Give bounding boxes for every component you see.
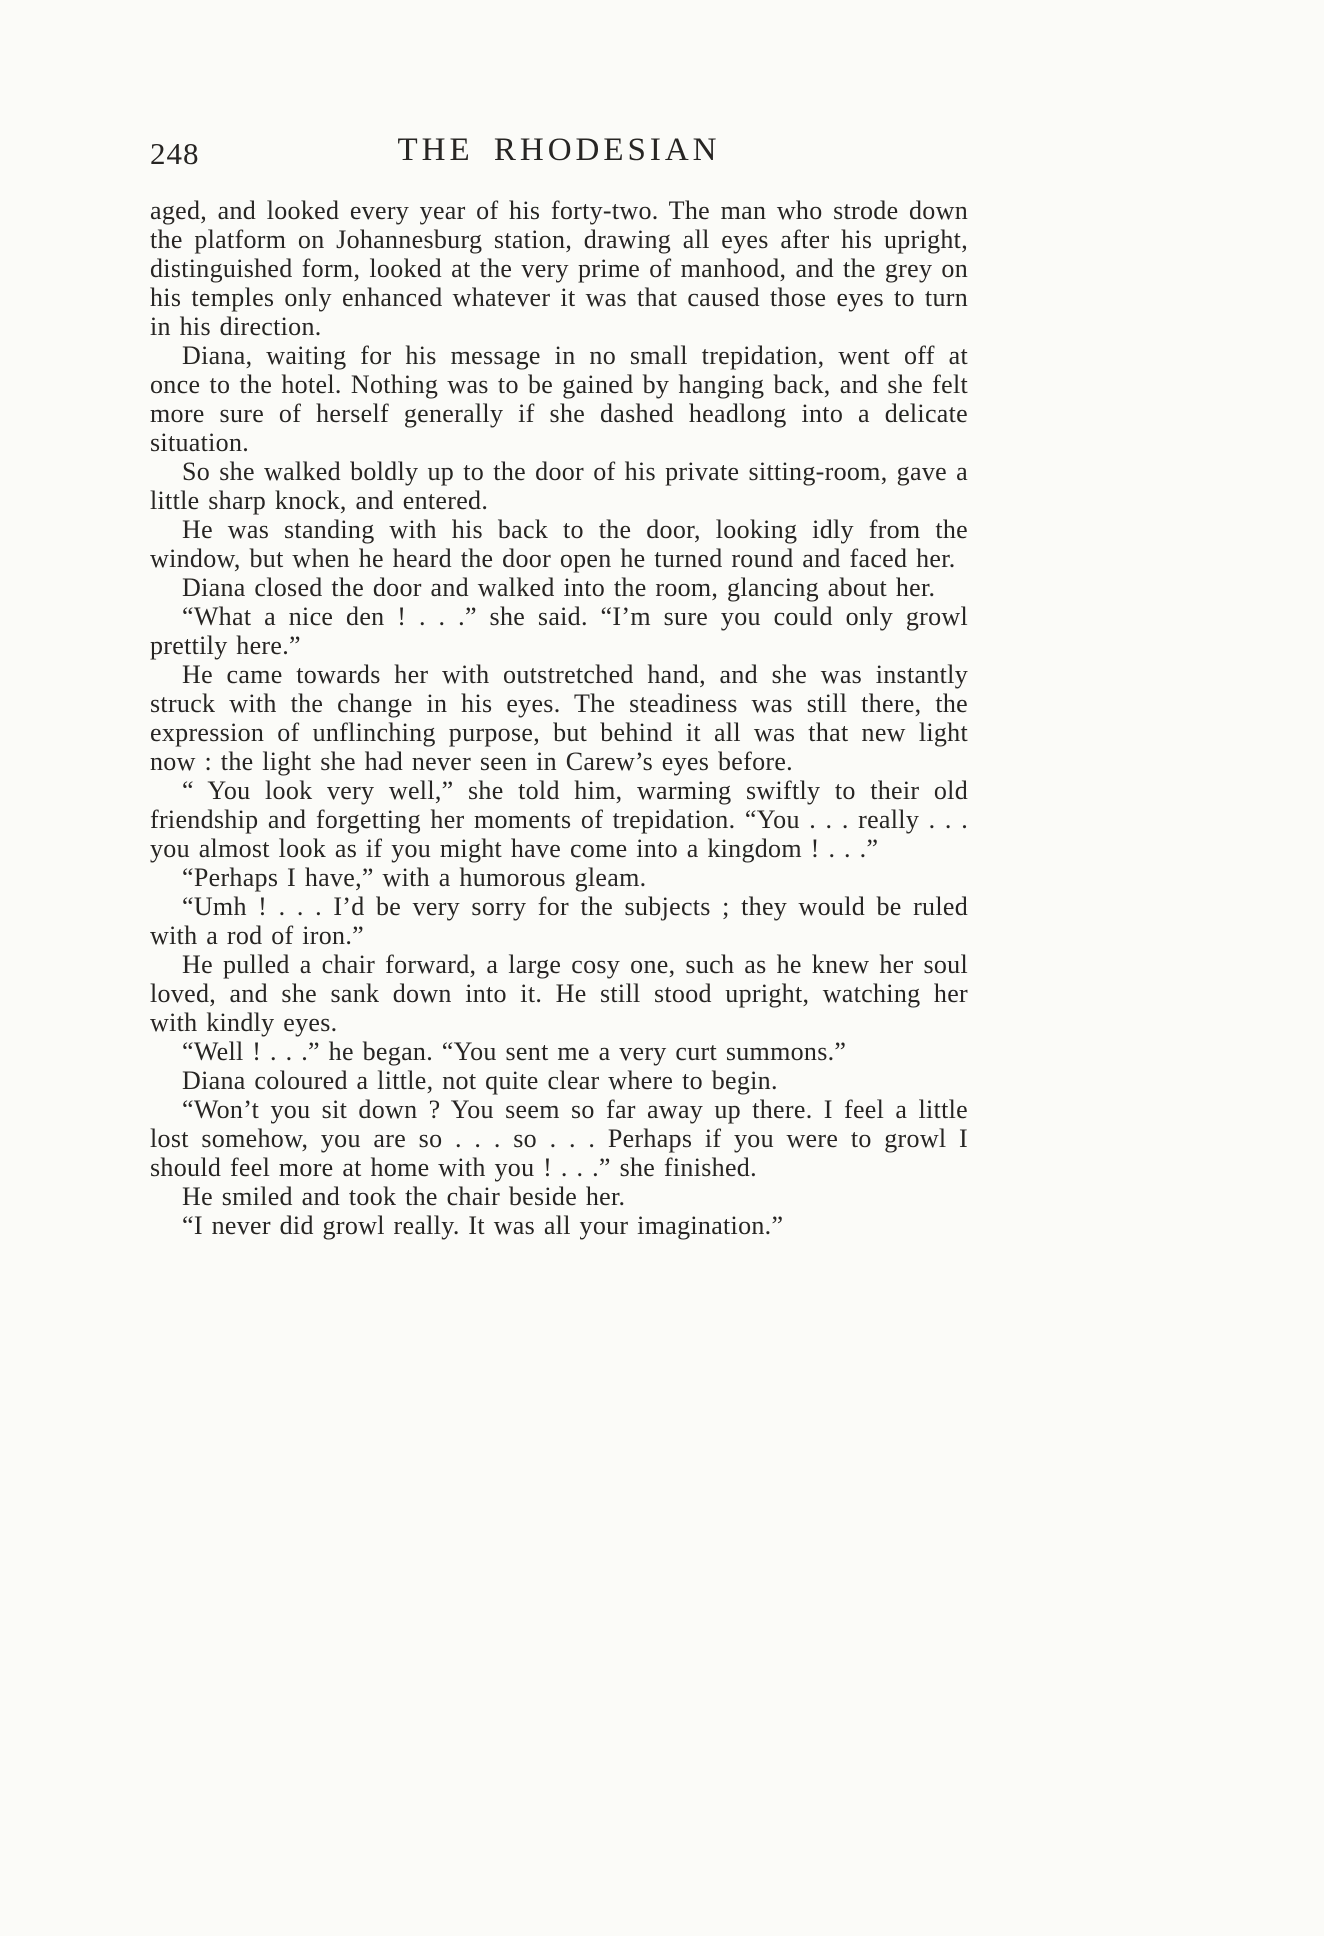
paragraph: He pulled a chair forward, a large cosy one, such as he knew her soul loved, and she sank down into it. He still stood upright, watching her with kindly eyes. [150, 950, 968, 1037]
page-content [150, 132, 968, 1240]
paragraph: Diana closed the door and walked into the room, glancing about her. [182, 573, 936, 602]
paragraph: So she walked boldly up to the door of his private sitting-room, gave a little sharp knock, and entered. [150, 457, 968, 515]
paragraph: He was standing with his back to the door, looking idly from the window, but when he heard the door open he turned round and faced her. [150, 515, 968, 573]
paragraph: “Won’t you sit down ? You seem so far away up there. I feel a little lost somehow, you are so . . . so . . . Perhaps if you were to growl I should feel more at home with you ! . . .” she finished. [150, 1095, 968, 1182]
paragraph: “ You look very well,” she told him, warming swiftly to their old friendship and forgetting her moments of trepidation. “You . . . really . . . you almost look as if you might have come into a kingdom ! . . .” [150, 776, 968, 863]
page-number: 248 [150, 136, 200, 171]
paragraph: “Perhaps I have,” with a humorous gleam. [182, 863, 647, 892]
paragraph: Diana coloured a little, not quite clear where to begin. [182, 1066, 778, 1095]
paragraph: “What a nice den ! . . .” she said. “I’m sure you could only growl prettily here.” [150, 602, 968, 660]
paragraph: “Umh ! . . . I’d be very sorry for the subjects ; they would be ruled with a rod of iron.” [150, 892, 968, 950]
text-block [150, 196, 968, 1240]
page-header [150, 132, 968, 178]
paragraph: aged, and looked every year of his forty-two. The man who strode down the platform on Johannesburg station, drawing all eyes after his upright, distinguished form, looked at the very prime of manhood, and the grey on his temples only enhanced whatever it was that caused those eyes to turn in his direction. [150, 196, 968, 341]
paragraph: “I never did growl really. It was all your imagination.” [182, 1211, 784, 1240]
paragraph: “Well ! . . .” he began. “You sent me a very curt summons.” [182, 1037, 847, 1066]
paragraph: He came towards her with outstretched hand, and she was instantly struck with the change in his eyes. The steadiness was still there, the expression of unflinching purpose, but behind it all was that new light now : the light she had never seen in Carew’s eyes before. [150, 660, 968, 776]
paragraph: He smiled and took the chair beside her. [182, 1182, 626, 1211]
paragraph: Diana, waiting for his message in no small trepidation, went off at once to the hotel. Nothing was to be gained by hanging back, and she felt more sure of herself generally if she dashed headlong into a delicate situation. [150, 341, 968, 457]
running-title: THE RHODESIAN [397, 132, 721, 168]
